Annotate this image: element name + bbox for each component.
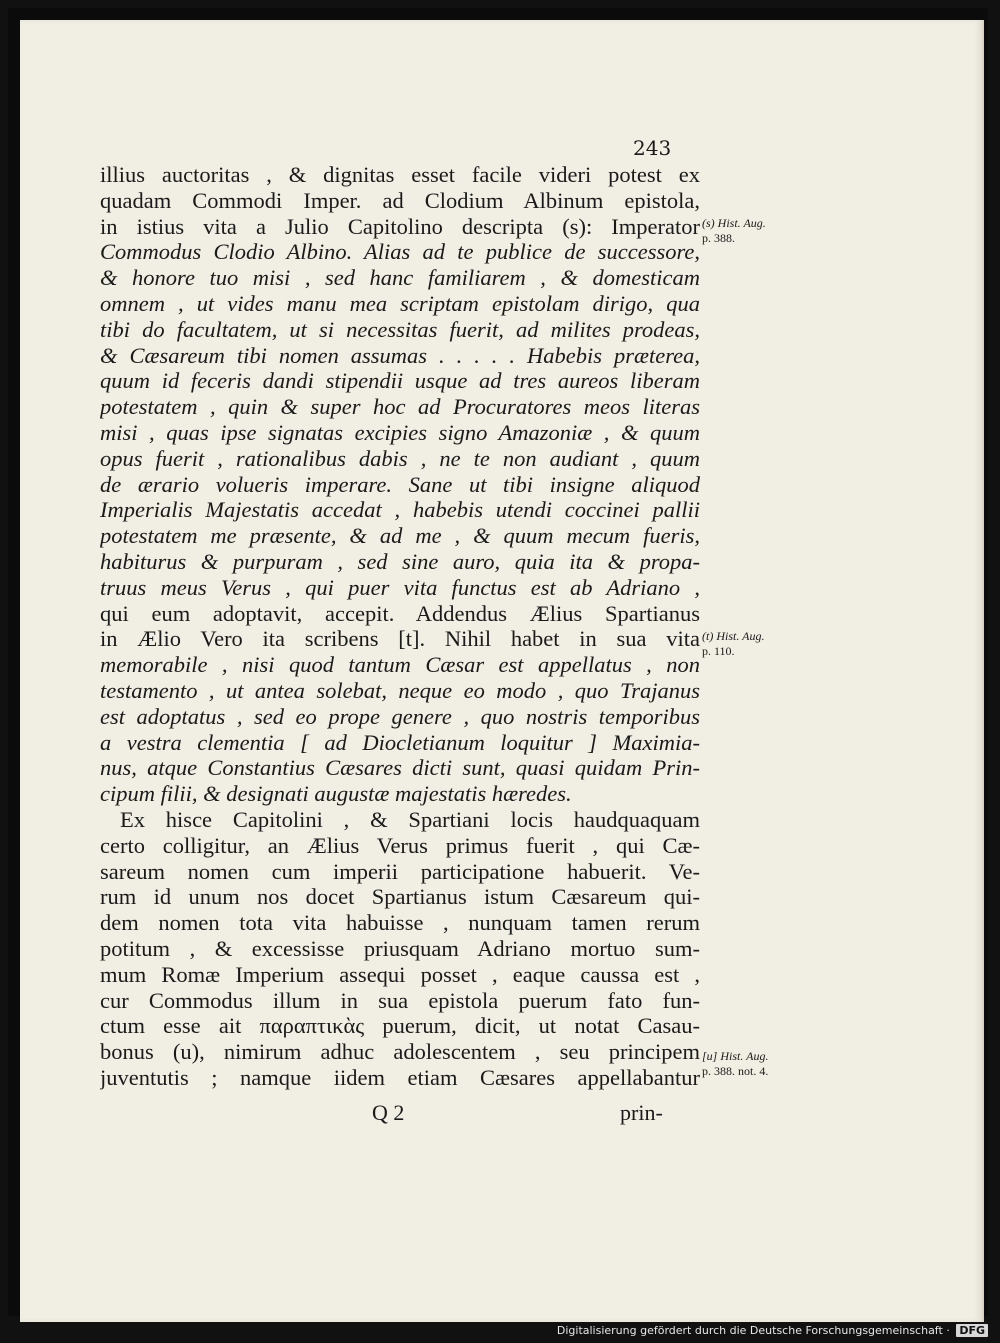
text-line: de ærario volueris imperare. Sane ut tibi insigne aliquod xyxy=(100,471,700,497)
signature-mark: Q 2 xyxy=(372,1100,405,1125)
text-line: memorabile , nisi quod tantum Cæsar est appellatus , non xyxy=(100,652,700,678)
text-line: ctum esse ait παραπτικὰς puerum, dicit, ut notat Casau- xyxy=(100,1013,700,1039)
text-line: truus meus Verus , qui puer vita functus est ab Adriano , xyxy=(100,574,700,600)
page-body xyxy=(100,162,700,1091)
text-line: a vestra clementia [ ad Diocletianum loquitur ] Maximia- xyxy=(100,729,700,755)
text-line: quum id feceris dandi stipendii usque ad tres aureos liberam xyxy=(100,368,700,394)
text-line: misi , quas ipse signatas excipies signo Amazoniæ , & quum xyxy=(100,419,700,445)
marginal-note-u xyxy=(702,1049,812,1079)
text-line: testamento , ut antea solebat, neque eo modo , quo Trajanus xyxy=(100,677,700,703)
marginal-note-page: p. 388. not. 4. xyxy=(702,1064,769,1078)
marginal-note-ref: (t) Hist. Aug. xyxy=(702,629,765,643)
text-line: qui eum adoptavit, accepit. Addendus Ælius Spartianus xyxy=(100,600,700,626)
marginal-note-t xyxy=(702,629,812,659)
text-line: certo colligitur, an Ælius Verus primus fuerit , qui Cæ- xyxy=(100,832,700,858)
text-line: est adoptatus , sed eo prope genere , quo nostris temporibus xyxy=(100,703,700,729)
text-line: in Ælio Vero ita scribens [t]. Nihil habet in sua vita xyxy=(100,626,700,652)
text-line: dem nomen tota vita habuisse , nunquam tamen rerum xyxy=(100,910,700,936)
marginal-note-page: p. 110. xyxy=(702,644,735,658)
text-line: sareum nomen cum imperii participatione habuerit. Ve- xyxy=(100,858,700,884)
page-foot xyxy=(100,1100,700,1130)
text-line: juventutis ; namque iidem etiam Cæsares appellabantur xyxy=(100,1064,700,1090)
dfg-logo: DFG xyxy=(956,1324,988,1337)
credit-separator: · xyxy=(946,1324,950,1337)
text-line: quadam Commodi Imper. ad Clodium Albinum epistola, xyxy=(100,187,700,213)
page-number: 243 xyxy=(633,136,672,160)
marginal-note-ref: (s) Hist. Aug. xyxy=(702,216,766,230)
text-line: cipum filii, & designati augustæ majestatis hæredes. xyxy=(100,781,572,807)
scan-frame xyxy=(8,8,988,1316)
text-line: habiturus & purpuram , sed sine auro, quia ita & propa- xyxy=(100,548,700,574)
credit-text: Digitalisierung gefördert durch die Deutsche Forschungsgemeinschaft xyxy=(556,1324,943,1337)
marginal-note-s xyxy=(702,216,812,246)
text-line: illius auctoritas , & dignitas esset facile videri potest ex xyxy=(100,162,700,187)
text-line: Imperialis Majestatis accedat , habebis utendi coccinei pallii xyxy=(100,497,700,523)
text-line: nus, atque Constantius Cæsares dicti sunt, quasi quidam Prin- xyxy=(100,755,700,781)
text-line: bonus (u), nimirum adhuc adolescentem , seu principem xyxy=(100,1039,700,1065)
text-line: tibi do facultatem, ut si necessitas fuerit, ad milites prodeas, xyxy=(100,316,700,342)
text-line: in istius vita a Julio Capitolino descripta (s): Imperator xyxy=(100,213,700,239)
text-line: potestatem me præsente, & ad me , & quum mecum fueris, xyxy=(100,523,700,549)
text-line: & honore tuo misi , sed hanc familiarem , & domesticam xyxy=(100,265,700,291)
text-line: potitum , & excessisse priusquam Adriano mortuo sum- xyxy=(100,935,700,961)
text-line: rum id unum nos docet Spartianus istum Cæsareum qui- xyxy=(100,884,700,910)
text-line: cur Commodus illum in sua epistola puerum fato fun- xyxy=(100,987,700,1013)
text-line: Commodus Clodio Albino. Alias ad te publice de successore, xyxy=(100,239,700,265)
marginal-note-page: p. 388. xyxy=(702,231,735,245)
text-line: potestatem , quin & super hoc ad Procuratores meos literas xyxy=(100,394,700,420)
digitization-credit xyxy=(557,1324,988,1337)
catchword: prin- xyxy=(620,1100,663,1125)
text-line: & Cæsareum tibi nomen assumas . . . . . Habebis præterea, xyxy=(100,342,700,368)
text-line: Ex hisce Capitolini , & Spartiani locis haudquaquam xyxy=(120,806,700,832)
book-page xyxy=(20,20,984,1322)
marginal-note-ref: [u] Hist. Aug. xyxy=(702,1049,769,1063)
text-line: omnem , ut vides manu mea scriptam epistolam dirigo, qua xyxy=(100,290,700,316)
text-line: opus fuerit , rationalibus dabis , ne te non audiant , quum xyxy=(100,445,700,471)
text-line: mum Romæ Imperium assequi posset , eaque caussa est , xyxy=(100,961,700,987)
